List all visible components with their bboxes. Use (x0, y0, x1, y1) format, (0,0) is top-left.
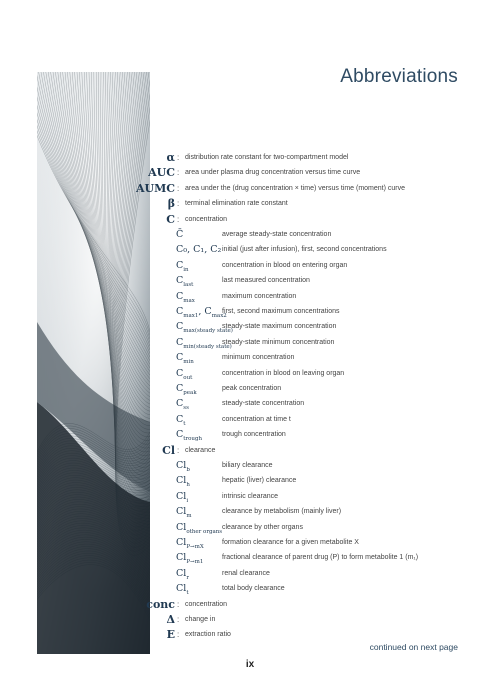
abbreviation-symbol: $C_{max(steady state)}$ (176, 321, 233, 335)
colon-separator: : (177, 214, 180, 224)
abbreviation-row (0, 443, 500, 459)
abbreviation-definition: clearance by other organs (222, 523, 303, 531)
abbreviation-symbol: $Cl_m$ (176, 506, 192, 520)
abbreviation-row (0, 412, 500, 428)
abbreviation-symbol: $Cl_b$ (176, 460, 190, 473)
abbreviation-row (0, 489, 500, 505)
abbreviation-definition: intrinsic clearance (222, 492, 279, 500)
abbreviation-row (0, 427, 500, 443)
abbreviation-definition: change in (185, 616, 216, 623)
abbreviation-definition: last measured concentration (222, 277, 310, 285)
abbreviation-definition: concentration in blood on entering organ (222, 261, 348, 269)
abbreviation-symbol: conc (146, 597, 175, 611)
abbreviation-symbol: $C_{in}$ (176, 259, 189, 273)
abbreviation-row (0, 319, 500, 335)
abbreviation-row (0, 612, 500, 628)
abbreviation-row (0, 473, 500, 489)
colon-separator: : (177, 183, 180, 193)
abbreviation-symbol: $C_{out}$ (176, 367, 193, 381)
abbreviation-row (0, 273, 500, 289)
abbreviation-symbol: $C_{min(steady state)}$ (176, 336, 232, 350)
abbreviation-row (0, 504, 500, 520)
abbreviation-definition: area under the (drug concentration × time) versus time (moment) curve (185, 184, 406, 192)
abbreviation-symbol: C₀, C₁, C₂ (176, 244, 222, 256)
abbreviation-row (0, 366, 500, 382)
abbreviation-definition: first, second maximum concentrations (222, 308, 340, 315)
abbreviation-symbol: $C_{min}$ (176, 352, 194, 366)
abbreviation-definition: concentration in blood on leaving organ (222, 369, 345, 377)
abbreviation-definition: trough concentration (222, 431, 286, 439)
abbreviation-definition: steady-state maximum concentration (222, 323, 337, 331)
abbreviation-definition: hepatic (liver) clearance (222, 477, 297, 485)
abbreviation-row (0, 597, 500, 613)
abbreviation-symbol: $Cl_{P\to mX}$ (176, 537, 204, 550)
abbreviation-row (0, 150, 500, 166)
abbreviation-definition: average steady-state concentration (222, 231, 332, 238)
abbreviation-symbol: $Cl_h$ (176, 475, 190, 489)
abbreviation-symbol: $Cl_t$ (176, 583, 189, 597)
colon-separator: : (177, 445, 180, 455)
abbreviation-definition: fractional clearance of parent drug (P) to form metabolite 1 (m₁) (222, 554, 419, 562)
abbreviation-definition: initial (just after infusion), first, second concentrations (222, 246, 387, 254)
abbreviation-symbol: $C_{peak}$ (176, 383, 197, 396)
abbreviation-row (0, 212, 500, 228)
colon-separator: : (177, 153, 180, 162)
colon-separator: : (177, 615, 180, 624)
abbreviation-row (0, 335, 500, 351)
abbreviation-symbol: $C_{ss}$ (176, 398, 189, 412)
abbreviation-definition: terminal elimination rate constant (185, 200, 288, 208)
abbreviation-row (0, 458, 500, 474)
abbreviation-definition: area under plasma drug concentration versus time curve (185, 169, 361, 177)
abbreviation-row (0, 242, 500, 258)
abbreviation-row (0, 258, 500, 274)
abbreviation-row (0, 289, 500, 305)
abbreviation-row (0, 520, 500, 536)
abbreviation-symbol: $Cl_r$ (176, 567, 189, 581)
abbreviation-symbol: AUMC (135, 181, 175, 195)
page-title: Abbreviations (340, 66, 458, 87)
abbreviation-definition: biliary clearance (222, 462, 273, 469)
abbreviation-row (0, 227, 500, 243)
abbreviation-symbol: AUC (148, 166, 175, 180)
abbreviation-symbol: C (166, 212, 175, 226)
continued-note: continued on next page (369, 642, 458, 652)
abbreviation-definition: clearance by metabolism (mainly liver) (222, 508, 342, 516)
abbreviation-symbol: $Cl_{P\to m1}$ (176, 552, 204, 566)
abbreviation-row (0, 350, 500, 366)
abbreviation-definition: renal clearance (222, 569, 270, 577)
abbreviation-definition: minimum concentration (222, 354, 295, 362)
abbreviation-definition: extraction ratio (185, 631, 231, 639)
abbreviation-row (0, 535, 500, 551)
colon-separator: : (177, 168, 180, 178)
abbreviation-symbol: α (166, 151, 175, 164)
colon-separator: : (177, 630, 180, 640)
abbreviation-symbol: Δ (166, 613, 175, 626)
abbreviation-symbol: $C_{last}$ (176, 275, 194, 289)
abbreviation-row (0, 566, 500, 582)
abbreviation-row (0, 581, 500, 597)
abbreviation-definition: steady-state minimum concentration (222, 338, 335, 346)
abbreviation-symbol: $C_{max}$ (176, 290, 195, 304)
abbreviation-row (0, 550, 500, 566)
abbreviation-symbol: $C_{max1}$, $C_{max2}$ (176, 306, 227, 319)
abbreviation-symbol: $C_{trough}$ (176, 429, 203, 443)
abbreviation-definition: maximum concentration (222, 292, 297, 300)
abbreviation-row (0, 627, 500, 643)
abbreviation-definition: distribution rate constant for two-compartment model (185, 154, 349, 161)
abbreviation-symbol: Cl (162, 443, 175, 457)
abbreviation-definition: clearance (185, 446, 216, 454)
abbreviation-definition: total body clearance (222, 585, 285, 593)
abbreviation-definition: steady-state concentration (222, 400, 305, 408)
abbreviation-row (0, 165, 500, 181)
colon-separator: : (177, 199, 180, 209)
abbreviation-symbol: E (166, 628, 175, 642)
abbreviation-row (0, 396, 500, 412)
abbreviation-symbol: $Cl_i$ (176, 490, 189, 504)
abbreviation-row (0, 196, 500, 212)
abbreviation-definition: concentration at time t (222, 415, 291, 423)
abbreviation-symbol: $Cl_{other organs}$ (176, 521, 223, 535)
colon-separator: : (177, 599, 180, 609)
abbreviation-row (0, 381, 500, 397)
abbreviation-definition: formation clearance for a given metabolite X (222, 539, 359, 546)
abbreviation-symbol: $C_t$ (176, 413, 186, 427)
abbreviation-definition: concentration (185, 215, 228, 223)
abbreviation-definition: peak concentration (222, 385, 282, 392)
abbreviation-row (0, 181, 500, 197)
abbreviation-symbol: C̄ (176, 229, 184, 240)
page-number: ix (245, 659, 255, 670)
abbreviation-symbol: β (167, 197, 175, 211)
abbreviation-definition: concentration (185, 600, 228, 608)
abbreviation-row (0, 304, 500, 320)
